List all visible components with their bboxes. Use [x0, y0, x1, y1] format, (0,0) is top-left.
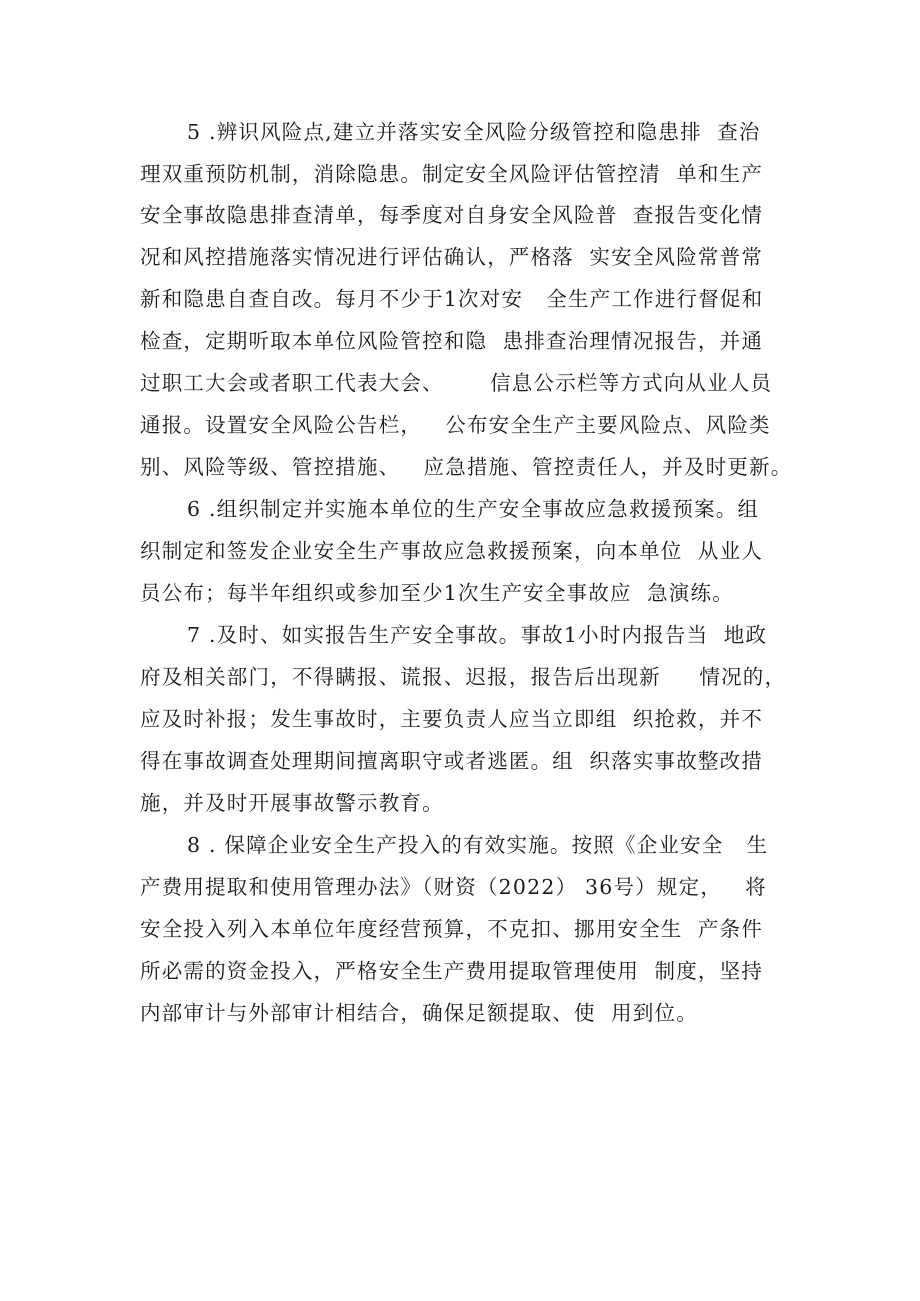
paragraph-5-line-2: 理双重预防机制，消除隐患。制定安全风险评估管控清 单和生产	[140, 162, 764, 186]
paragraph-8-line-2: 产费用提取和使用管理办法》（财资（2022） 36号）规定， 将	[140, 875, 767, 899]
paragraph-7-line-5: 施，并及时开展事故警示教育。	[140, 791, 444, 815]
paragraph-8-line-3: 安全投入列入本单位年度经营预算，不克扣、挪用安全生 产条件	[140, 917, 764, 941]
paragraph-6-line-1: 6 .组织制定并实施本单位的生产安全事故应急救援预案。组	[187, 497, 760, 521]
paragraph-7-line-2: 府及相关部门，不得瞒报、谎报、迟报，报告后出现新 情况的，	[140, 665, 787, 689]
paragraph-5-line-8: 通报。设置安全风险公告栏， 公布安全生产主要风险点、风险类	[140, 413, 771, 437]
paragraph-7-line-3: 应及时补报；发生事故时，主要负责人应当立即组 织抢救，并不	[140, 707, 764, 731]
paragraph-8-line-4: 所必需的资金投入，严格安全生产费用提取管理使用 制度，坚持	[140, 959, 764, 983]
paragraph-5-line-7: 过职工大会或者职工代表大会、 信息公示栏等方式向从业人员	[140, 371, 773, 395]
paragraph-5-line-5: 新和隐患自查自改。每月不少于1次对安 全生产工作进行督促和	[140, 287, 764, 311]
paragraph-5-line-3: 安全事故隐患排查清单，每季度对自身安全风险普 查报告变化情	[140, 203, 764, 227]
paragraph-7-line-1: 7 .及时、如实报告生产安全事故。事故1小时内报告当 地政	[187, 623, 768, 647]
paragraph-5-line-4: 况和风控措施落实情况进行评估确认，严格落 实安全风险常普常	[140, 245, 764, 269]
paragraph-6-line-2: 织制定和签发企业安全生产事故应急救援预案，向本单位 从业人	[140, 539, 764, 563]
paragraph-5-line-6: 检查，定期听取本单位风险管控和隐 患排查治理情况报告，并通	[140, 329, 764, 353]
paragraph-8-line-5: 内部审计与外部审计相结合，确保足额提取、使 用到位。	[140, 1001, 698, 1025]
paragraph-5-line-9: 别、风险等级、管控措施、 应急措施、管控责任人，并及时更新。	[140, 455, 793, 479]
paragraph-6-line-3: 员公布；每半年组织或参加至少1次生产安全事故应 急演练。	[140, 581, 734, 605]
paragraph-8-line-1: 8 . 保障企业安全生产投入的有效实施。按照《企业安全 生	[187, 833, 769, 857]
paragraph-7-line-4: 得在事故调查处理期间擅离职守或者逃匿。组 织落实事故整改措	[140, 749, 764, 773]
paragraph-5-line-1: 5 .辨识风险点,建立并落实安全风险分级管控和隐患排 查治	[187, 120, 761, 144]
